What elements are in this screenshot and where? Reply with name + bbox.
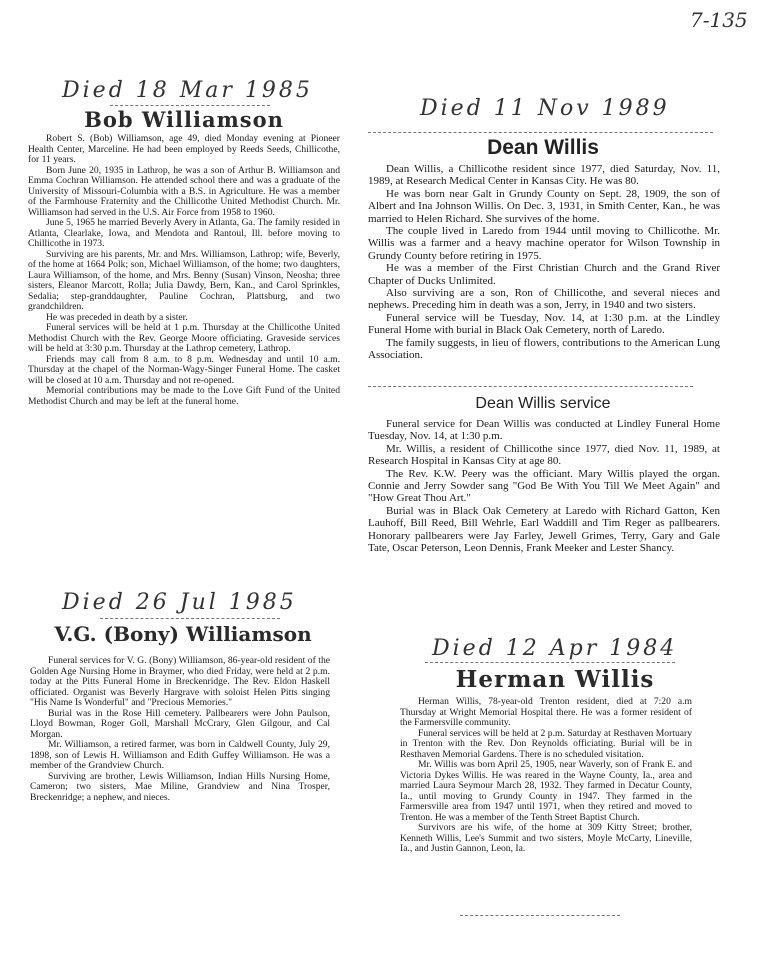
paragraph: He was a member of the First Christian Church and the Grand River Chapter of Ducks Unlimited.	[368, 262, 720, 287]
divider	[425, 662, 675, 663]
paragraph: Funeral services will be held at 2 p.m. Saturday at Resthaven Mortuary in Trenton with the Rev. Don Reynolds officiating. Burial will be in Resthaven Memorial Gardens. There is no scheduled visitation.	[400, 727, 692, 760]
paragraph: Funeral services for V. G. (Bony) Williamson, 86-year-old resident of the Golden Age Nursing Home in Braymer, who died Friday, were held at 2 p.m. today at the Pitts Funeral Home in Breckenridge. The Rev. Eldon Haskell officiated. Organist was Beverly Hargrave with soloist Helen Pitts singing "His Name Is Wonderful" and "Precious Memories."	[30, 655, 330, 708]
page-mark: 7-135	[690, 8, 748, 32]
paragraph: The family suggests, in lieu of flowers, contributions to the American Lung Association.	[368, 336, 720, 362]
paragraph: Mr. Willis was born April 25, 1905, near Waverly, son of Frank E. and Victoria Dykes Willis. He was reared in the Wayne County, Ia., area and married Laura Seymour March 28, 1932. They farmed in Decatur County, Ia., until moving to Grundy County in 1947. They farmed in the Farmersville area from 1947 until 1971, when they retired and moved to Trenton. He was a member of the Tenth Street Baptist Church.	[400, 759, 692, 823]
paragraph: Surviving are brother, Lewis Williamson, Indian Hills Nursing Home, Cameron; two sisters, Mae Miline, Grandview and Nina Trosper, Breckenridge; a nephew, and nieces.	[30, 770, 330, 803]
paragraph: The Rev. K.W. Peery was the officiant. Mary Willis played the organ. Connie and Jerry Sowder sang "God Be With You Till We Meet Again" and "How Great Thou Art."	[368, 467, 720, 505]
obituary-body	[28, 134, 340, 407]
paragraph: Funeral services will be held at 1 p.m. Thursday at the Chillicothe United Methodist Church with the Rev. George Moore officiating. Graveside services will be held at 3:30 p.m. Thursday at the Lathrop cemetery, Lathrop.	[28, 322, 340, 354]
paragraph: June 5, 1965 he married Beverly Avery in Atlanta, Ga. The family resided in Atlanta, Clearlake, Iowa, and Mendota and Rantoul, Ill. before moving to Chillicothe in 1973.	[28, 217, 340, 249]
paragraph: The couple lived in Laredo from 1944 until moving to Chillicothe. Mr. Willis was a farmer and a heavy machine operator for Wilson Township in Grundy County before retiring in 1975.	[368, 225, 720, 262]
divider	[100, 618, 280, 619]
paragraph: Survivors are his wife, of the home at 309 Kitty Street; brother, Kenneth Willis, Lee's Summit and two sisters, Moyle McCarty, Lineville, Ia., and Justin Gannon, Leon, Ia.	[400, 822, 692, 854]
paragraph: Mr. Willis, a resident of Chillicothe since 1977, died Nov. 11, 1989, at Research Hospital in Kansas City at age 80.	[368, 442, 720, 468]
obituary-title: Herman Willis	[455, 666, 655, 693]
divider	[460, 915, 620, 916]
paragraph: Funeral service for Dean Willis was conducted at Lindley Funeral Home Tuesday, Nov. 14, at 1:30 p.m.	[368, 418, 720, 443]
obituary-title: Bob Williamson	[84, 107, 284, 132]
died-note: Died 26 Jul 1985	[62, 590, 297, 615]
paragraph: Memorial contributions may be made to the Love Gift Fund of the United Methodist Church and may be left at the funeral home.	[28, 385, 340, 407]
service-body	[368, 418, 720, 554]
paragraph: He was preceded in death by a sister.	[46, 311, 188, 323]
died-note: Died 12 Apr 1984	[432, 636, 678, 661]
service-title: Dean Willis service	[475, 395, 611, 412]
obituary-title: Dean Willis	[487, 136, 599, 159]
paragraph: Born June 20, 1935 in Lathrop, he was a son of Arthur B. Williamson and Emma Cochran Williamson. He attended school there and was a graduate of the University of Missouri-Columbia with a B.S. in Agriculture. He was a member of the Farmhouse Fraternity and the Chillicothe United Methodist Church. Mr. Williamson had served in the U.S. Air Force from 1958 to 1960.	[28, 164, 340, 218]
paragraph: Burial was in Black Oak Cemetery at Laredo with Richard Gatton, Ken Lauhoff, Bill Reed, Bill Wehrle, Earl Waddill and Tim Reger as pallbearers. Honorary pallbearers were Jay Farley, Jewell Grimes, Terry, Gary and Gale Tate, Oscar Peterson, Leon Dennis, Frank Meeker and Lester Shancy.	[368, 504, 720, 555]
paragraph: He was born near Galt in Grundy County on Sept. 28, 1909, the son of Albert and Ina Johnson Willis. On Dec. 3, 1931, in Smith Center, Kan., he was married to Helen Richard. She survives of the home.	[368, 187, 720, 225]
paragraph: Surviving are his parents, Mr. and Mrs. Williamson, Lathrop; wife, Beverly, of the home at 1664 Polk; son, Michael Williamson, of the home; two daughters, Laura Williamson, of the home, and Mrs. Benny (Susan) Vinson, Neosha; three sisters, Eleanor Marcott, Rolla; Julia Dawdy, Bern, Kan., and Carol Sprinkles, Sedalia; step-granddaughter, Pauline Cochran, Plattsburg, and two grandchildren.	[28, 248, 340, 312]
died-note: Died 11 Nov 1989	[420, 96, 670, 121]
paragraph: Burial was in the Rose Hill cemetery. Pallbearers were John Paulson, Lloyd Bowman, Roger Goll, Marshall McCrary, Glen Gilgour, and Cal Morgan.	[30, 707, 330, 740]
paragraph: Friends may call from 8 a.m. to 8 p.m. Wednesday and until 10 a.m. Thursday at the chapel of the Norman-Wagy-Singer Funeral Home. The casket will be closed at 10 a.m. Thursday and not re-opened.	[28, 353, 340, 386]
paragraph: Mr. Williamson, a retired farmer, was born in Caldwell County, July 29, 1898, son of Lewis H. Williamson and Edith Guffey Williamson. He was a member of the Grandview Church.	[30, 739, 330, 771]
divider	[110, 105, 270, 106]
paragraph: Funeral service will be Tuesday, Nov. 14, at 1:30 p.m. at the Lindley Funeral Home with burial in Black Oak Cemetery, north of Laredo.	[368, 311, 720, 337]
paragraph: Robert S. (Bob) Williamson, age 49, died Monday evening at Pioneer Health Center, Marceline. He had been employed by Reeds Seeds, Chillicothe, for 11 years.	[28, 133, 340, 165]
obituary-body	[368, 163, 720, 362]
paragraph: Dean Willis, a Chillicothe resident since 1977, died Saturday, Nov. 11, 1989, at Research Medical Center in Kansas City. He was 80.	[368, 163, 720, 188]
divider	[368, 132, 713, 133]
obituary-body	[400, 697, 692, 855]
paragraph: Also surviving are a son, Ron of Chillicothe, and several nieces and nephews. Preceding him in death was a son, Jerry, in 1940 and two sisters.	[368, 287, 720, 312]
obituary-title: V.G. (Bony) Williamson	[54, 622, 312, 646]
died-note: Died 18 Mar 1985	[62, 78, 313, 103]
obituary-body	[30, 656, 330, 803]
divider	[368, 386, 693, 387]
paragraph: Herman Willis, 78-year-old Trenton resident, died at 7:20 a.m Thursday at Wright Memorial Hospital there. He was a former resident of the Farmersville community.	[400, 696, 692, 728]
